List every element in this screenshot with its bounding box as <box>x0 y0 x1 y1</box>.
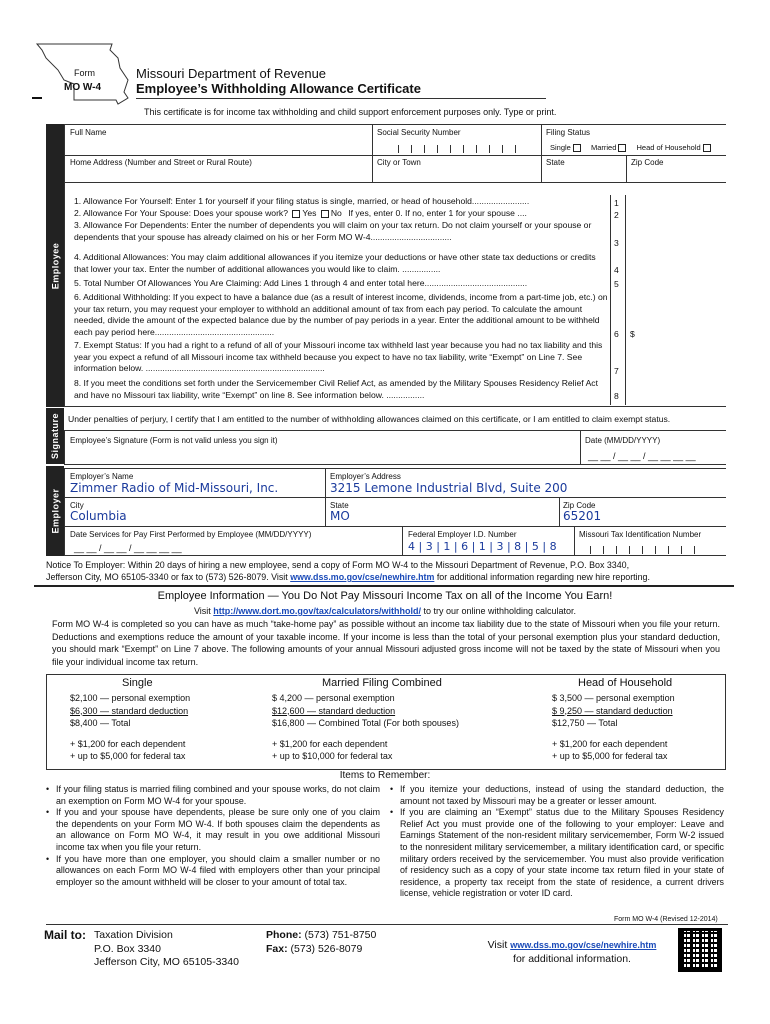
employer-zip-value[interactable]: 65201 <box>563 509 602 523</box>
date-input[interactable]: __ __ / __ __ / __ __ __ __ <box>588 451 696 461</box>
list-item: • If you itemize your deductions, instead of using the standard deduction, the amount not taxed by Missouri may be a greater or lesser amount. <box>390 784 724 807</box>
qr-code-icon[interactable] <box>678 928 722 972</box>
line-number: 8 <box>614 391 619 401</box>
form-title: Employee’s Withholding Allowance Certificate <box>136 81 421 96</box>
mailing-address: Taxation Division P.O. Box 3340 Jefferson City, MO 65105-3340 <box>94 929 239 968</box>
hoh-label: Head of Household <box>636 143 701 152</box>
ssn-label: Social Security Number <box>377 128 461 137</box>
list-item: • If you have more than one employer, you should claim a smaller number or no allowances on each Form MO W-4 filed with employers other than your principal employer so the amount withheld will be closer to your amount of total tax. <box>46 854 380 889</box>
single-column: $2,100 — personal exemption $6,300 — standard deduction $8,400 — Total + $1,200 for each dependent + up to $5,000 for federal tax <box>70 693 191 761</box>
date-services-label: Date Services for Pay First Performed by Employee (MM/DD/YYYY) <box>70 530 312 539</box>
employer-name-label: Employer’s Name <box>70 472 134 481</box>
date-services-input[interactable]: __ __ / __ __ / __ __ __ __ <box>74 543 182 553</box>
notice-line-2: Jefferson City, MO 65105-3340 or fax to (573) 526-8079. Visit www.dss.mo.gov/cse/newhire.htm for additional information regarding new hire reporting. <box>46 572 650 582</box>
form-revision: Form MO W-4 (Revised 12-2014) <box>614 916 718 923</box>
line-3-text: 3. Allowance For Dependents: Enter the number of dependents you will claim on your tax return. Do not claim yourself or your spouse or dependents that your spouse has already claimed on his or her Form MO W-4.................................. <box>74 220 592 242</box>
list-item: • If your filing status is married filing combined and your spouse works, do not claim an exemption on Form MO W-4 for your spouse. <box>46 784 380 807</box>
single-label: Single <box>550 143 571 152</box>
employer-zip-label: Zip Code <box>563 501 596 510</box>
ssn-field[interactable] <box>398 145 528 155</box>
line-8-text: 8. If you meet the conditions set forth under the Servicemember Civil Relief Act, as amended by the Military Spouses Residency Relief Act and have no Missouri tax liability, write “Exempt” on line 8. See information below. ................ <box>74 378 598 400</box>
items-heading: Items to Remember: <box>339 770 431 781</box>
spouse-yes-checkbox[interactable] <box>292 210 300 218</box>
married-label: Married <box>590 143 617 152</box>
form-label: Form <box>74 68 95 78</box>
employer-section-label: Employer <box>46 466 64 556</box>
employee-section-label: Employee <box>46 124 64 407</box>
zip-label: Zip Code <box>631 158 664 167</box>
notice-line-1: Notice To Employer: Within 20 days of hiring a new employee, send a copy of Form MO W-4 to the Missouri Department of Revenue, P.O. Box 3340, <box>46 560 630 570</box>
signature-section-label: Signature <box>46 408 64 464</box>
state-label: State <box>546 158 565 167</box>
list-item: • If you and your spouse have dependents, please be sure only one of you claim the dependents on your Form MO W-4. If both spouses claim the dependents as an allowance on Form MO W-4, it may result in you owe additional Missouri income tax when you file your return. <box>46 807 380 853</box>
form-subtitle: This certificate is for income tax withholding and child support enforcement purposes only. Type or print. <box>144 107 557 117</box>
employer-address-value[interactable]: 3215 Lemone Industrial Blvd, Suite 200 <box>330 481 568 495</box>
department-name: Missouri Department of Revenue <box>136 66 327 81</box>
married-column: $ 4,200 — personal exemption $12,600 — standard deduction $16,800 — Combined Total (For both spouses) + $1,200 for each dependent + up to $10,000 for federal tax <box>272 693 459 761</box>
date-label: Date (MM/DD/YYYY) <box>585 436 661 445</box>
line-number: 1 <box>614 198 619 208</box>
newhire-link[interactable]: www.dss.mo.gov/cse/newhire.htm <box>290 572 435 582</box>
info-heading: Employee Information — You Do Not Pay Missouri Income Tax on all of the Income You Earn! <box>157 590 613 602</box>
dollar-sign: $ <box>630 329 635 339</box>
info-paragraph: Form MO W-4 is completed so you can have as much “take-home pay” as possible without an income tax liability due to the state of Missouri when you file your return. Deductions and exemptions reduce the amount of your taxable income. If your income is less than the total of your personal exemption plus your standard deduction, you should mark “Exempt” on Line 7 above. The following amounts of your annual Missouri adjusted gross income will not be taxed by the state of Missouri when you file your individual income tax return. <box>52 619 720 667</box>
table-header-single: Single <box>122 677 153 689</box>
items-right-list <box>390 784 724 900</box>
mo-tax-id-label: Missouri Tax Identification Number <box>579 530 702 539</box>
fein-value[interactable]: 4 | 3 | 1 | 6 | 1 | 3 | 8 | 5 | 8 <box>408 540 557 553</box>
married-checkbox[interactable] <box>618 144 626 152</box>
full-name-label: Full Name <box>70 128 107 137</box>
line-number: 4 <box>614 265 619 275</box>
calculator-line: Visit http://www.dort.mo.gov/tax/calculators/withhold/ to try our online withholding calculator. <box>193 606 577 616</box>
city-label: City or Town <box>377 158 421 167</box>
footer-newhire-link[interactable]: www.dss.mo.gov/cse/newhire.htm <box>510 940 657 950</box>
filing-status-options <box>550 143 713 152</box>
employer-city-label: City <box>70 501 84 510</box>
table-header-hoh: Head of Household <box>578 677 673 689</box>
single-checkbox[interactable] <box>573 144 581 152</box>
line-number: 5 <box>614 279 619 289</box>
employer-city-value[interactable]: Columbia <box>70 509 127 523</box>
list-item: • If you are claiming an “Exempt” status due to the Military Spouses Residency Relief Act you must provide one of the following to your employer: Leave and Earnings Statement of the non-resident military servicemember, Form W-2 issued to the nonresident military servicemember, a military identification card, or specific military orders received by the servicemember. You must also provide verification of residency such as a copy of your state income tax return filed in your state of residence, a property tax receipt from the state of residence, a current drivers license, vehicle registration or voter ID card. <box>390 807 724 900</box>
line-5-text: 5. Total Number Of Allowances You Are Claiming: Add Lines 1 through 4 and enter total here........................................... <box>74 278 528 288</box>
employee-signature-label: Employee’s Signature (Form is not valid unless you sign it) <box>70 436 278 445</box>
employer-state-value[interactable]: MO <box>330 509 350 523</box>
line-1-text: 1. Allowance For Yourself: Enter 1 for yourself if your filing status is single, married, or head of household........................ <box>74 196 530 206</box>
home-address-label: Home Address (Number and Street or Rural Route) <box>70 158 252 167</box>
line-number: 2 <box>614 210 619 220</box>
contact-info: Phone: (573) 751-8750 Fax: (573) 526-8079 <box>266 929 377 955</box>
mail-to-label: Mail to: <box>44 928 86 942</box>
line-2-text: 2. Allowance For Your Spouse: Does your spouse work? Yes No If yes, enter 0. If no, enter 1 for your spouse .... <box>74 208 527 218</box>
fein-label: Federal Employer I.D. Number <box>408 530 517 539</box>
hoh-column: $ 3,500 — personal exemption $ 9,250 — standard deduction $12,750 — Total + $1,200 for each dependent + up to $5,000 for federal tax <box>552 693 675 761</box>
line-7-text: 7. Exempt Status: If you had a right to a refund of all of your Missouri income tax withheld last year because you had no tax liability and this year you expect a refund of all Missouri income tax withheld because you expect to have no tax liability, write “Exempt” on Line 7. See information below. ........................................................................... <box>74 340 603 374</box>
line-number: 7 <box>614 366 619 376</box>
hoh-checkbox[interactable] <box>703 144 711 152</box>
calculator-link[interactable]: http://www.dort.mo.gov/tax/calculators/withhold/ <box>213 606 421 616</box>
spouse-no-checkbox[interactable] <box>321 210 329 218</box>
employer-state-label: State <box>330 501 349 510</box>
employer-name-value[interactable]: Zimmer Radio of Mid-Missouri, Inc. <box>70 481 279 495</box>
line-number: 3 <box>614 238 619 248</box>
employer-address-label: Employer’s Address <box>330 472 401 481</box>
line-6-text: 6. Additional Withholding: If you expect to have a balance due (as a result of interest income, dividends, income from a part-time job, etc.) on your tax return, you may request your employer to withhold an additional amount of tax from each pay period. To calculate the amount needed, divide the amount of the expected balance due by the number of pay periods in a year. Enter the additional amount to be withheld each pay period here.................................................. <box>74 292 608 338</box>
footer-visit: Visit www.dss.mo.gov/cse/newhire.htm for additional information. <box>487 939 657 965</box>
perjury-statement: Under penalties of perjury, I certify that I am entitled to the number of withholding allowances claimed on this certificate, or I am entitled to claim exempt status. <box>68 414 671 424</box>
items-left-list <box>46 784 380 888</box>
filing-status-label: Filing Status <box>546 128 591 137</box>
form-id: MO W-4 <box>64 82 102 93</box>
line-number: 6 <box>614 329 619 339</box>
line-4-text: 4. Additional Allowances: You may claim additional allowances if you itemize your deductions or have other state tax deductions or credits that lower your tax. Enter the number of additional allowances you would like to claim. ................ <box>74 252 596 274</box>
table-header-married: Married Filing Combined <box>322 677 442 689</box>
